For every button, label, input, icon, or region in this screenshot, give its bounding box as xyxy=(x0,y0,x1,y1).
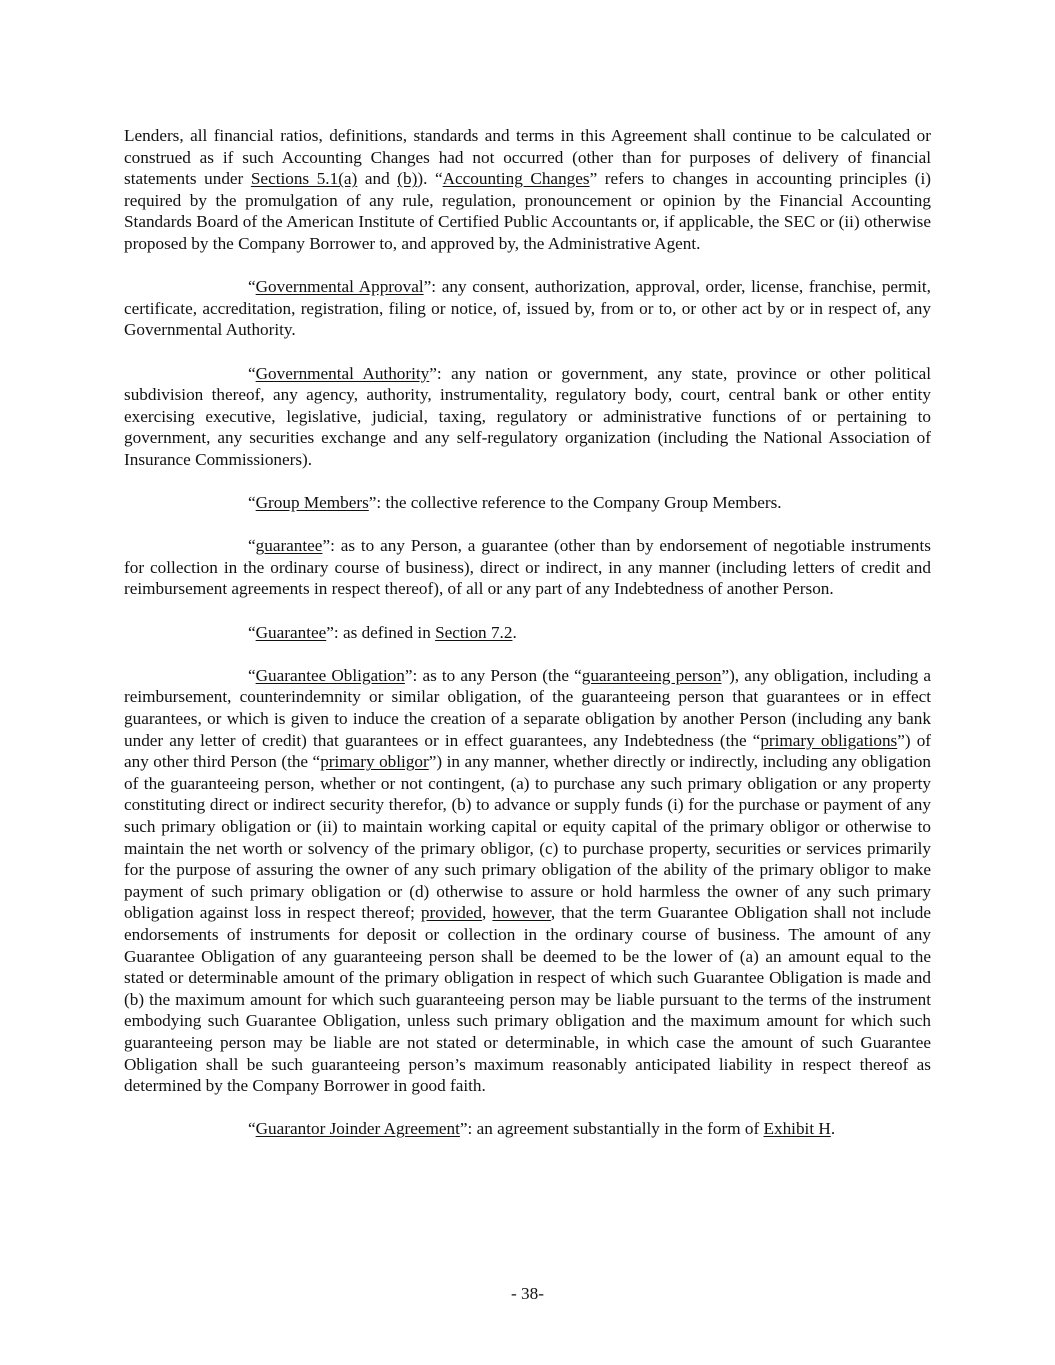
defined-term: Section 7.2 xyxy=(435,622,513,642)
definition-guarantor-joinder-agreement xyxy=(124,1118,931,1140)
definition-governmental-approval xyxy=(124,276,931,341)
defined-term: guaranteeing person xyxy=(581,665,722,685)
paragraph-text: “ xyxy=(248,363,256,383)
defined-term: Guarantee xyxy=(255,622,327,642)
defined-term: guarantee xyxy=(255,536,323,556)
paragraph-text: , that the term Guarantee Obligation shall not include endorsements of instruments for deposit or collection in the ordinary course of business. The amount of any Guarantee Obligation of any guaranteeing person shall be deemed to be the lower of (a) an amount equal to the stated or determinable amount of the primary obligation in respect of which such Guarantee Obligation is made and (b) the maximum amount for which such guaranteeing person may be liable pursuant to the terms of the instrument embodying such Guarantee Obligation, unless such primary obligation and the maximum amount for which such guaranteeing person may be liable are not stated or determinable, in which case the amount of such Guarantee Obligation shall be such guaranteeing person’s maximum reasonably anticipated liability in respect thereof as determined by the Company Borrower in good faith. xyxy=(124,903,932,1096)
defined-term: Governmental Approval xyxy=(255,277,424,297)
defined-term: primary obligations xyxy=(760,730,898,750)
definition-guarantee-lowercase xyxy=(124,535,931,600)
paragraph-text: ”: any consent, authorization, approval, order, license, franchise, permit, certificate, accreditation, registration, filing or notice, of, issued by, from or to, or other act by or in respect of, any Governmental Authority. xyxy=(124,277,931,340)
defined-term: Guarantor Joinder Agreement xyxy=(255,1119,460,1139)
paragraph-text: ”: any nation or government, any state, province or other political subdivision thereof, any agency, authority, instrumentality, regulatory body, court, central bank or other entity exercising executive, legislative, judicial, taxing, regulatory or administrative functions of or pertaining to government, any securities exchange and any self-regulatory organization (including the National Association of Insurance Commissioners). xyxy=(124,363,931,469)
paragraph-text: ”) of any other third Person (the “ xyxy=(124,730,932,772)
paragraph-text: . xyxy=(512,622,517,642)
defined-term: primary obligor xyxy=(320,752,429,772)
defined-term: provided xyxy=(420,903,483,923)
defined-term: Group Members xyxy=(255,493,369,513)
definition-group-members xyxy=(124,492,931,514)
defined-term: Accounting Changes xyxy=(442,169,590,189)
paragraph-text: . xyxy=(830,1119,836,1139)
paragraph-text: ”: as to any Person, a guarantee (other than by endorsement of negotiable instruments for collection in the ordinary course of business), direct or indirect, in any manner (including letters of credit and reimbursement agreements in respect thereof), of all or any part of any Indebtedness of another Person. xyxy=(124,536,931,599)
accounting-changes-continuation xyxy=(124,125,931,255)
paragraph-text: , xyxy=(482,903,493,923)
paragraph-text: ”: the collective reference to the Company Group Members. xyxy=(368,493,782,513)
paragraph-text: “ xyxy=(248,622,256,642)
paragraph-text: ”), any obligation, including a reimbursement, counterindemnity or similar obligation, of the guaranteeing person that guarantees or in effect guarantees, or which is given to induce the creation of a separate obligation by another Person (including any bank under any letter of credit) that guarantees or in effect guarantees, any Indebtedness (the “ xyxy=(124,665,931,750)
definition-guarantee xyxy=(124,622,931,644)
paragraph-text: “ xyxy=(248,536,256,556)
paragraph-text: “ xyxy=(248,277,256,297)
defined-term: Governmental Authority xyxy=(255,363,430,383)
defined-term: (b) xyxy=(397,169,418,189)
paragraph-text: ”: an agreement substantially in the form of xyxy=(459,1119,764,1139)
paragraph-text: ”: as defined in xyxy=(326,622,436,642)
defined-term: Guarantee Obligation xyxy=(255,665,405,685)
defined-term: Sections 5.1(a) xyxy=(250,169,358,189)
defined-term: Exhibit H xyxy=(763,1119,831,1139)
paragraph-text: ”: as to any Person (the “ xyxy=(404,665,582,685)
page-number: - 38- xyxy=(511,1284,544,1303)
paragraph-text: and xyxy=(357,169,398,189)
defined-term: however xyxy=(492,903,551,923)
document-body xyxy=(124,125,931,1162)
paragraph-text: “ xyxy=(248,1119,256,1139)
definition-guarantee-obligation xyxy=(124,665,931,1097)
paragraph-text: ” refers to changes in accounting principles (i) required by the promulgation of any rule, regulation, pronouncement or opinion by the Financial Accounting Standards Board of the American Institute of Certified Public Accountants or, if applicable, the SEC or (ii) otherwise proposed by the Company Borrower to, and approved by, the Administrative Agent. xyxy=(124,169,931,253)
paragraph-text: Lenders, all financial ratios, definitions, standards and terms in this Agreement shall continue to be calculated or construed as if such Accounting Changes had not occurred (other than for purposes of delivery of financial statements under xyxy=(124,126,931,189)
paragraph-text: ). “ xyxy=(417,169,443,189)
definition-governmental-authority xyxy=(124,363,931,471)
paragraph-text: ”) in any manner, whether directly or indirectly, including any obligation of the guaranteeing person, whether or not contingent, (a) to purchase any such primary obligation or any property constituting direct or indirect security therefor, (b) to advance or supply funds (i) for the purchase or payment of any such primary obligation or (ii) to maintain working capital or equity capital of the primary obligor or otherwise to maintain the net worth or solvency of the primary obligor, (c) to purchase property, securities or services primarily for the purpose of assuring the owner of any such primary obligation of the ability of the primary obligor to make payment of such primary obligation or (d) otherwise to assure or hold harmless the owner of any such primary obligation against loss in respect thereof; xyxy=(124,752,931,923)
paragraph-text: “ xyxy=(248,665,256,685)
paragraph-text: “ xyxy=(248,493,256,513)
